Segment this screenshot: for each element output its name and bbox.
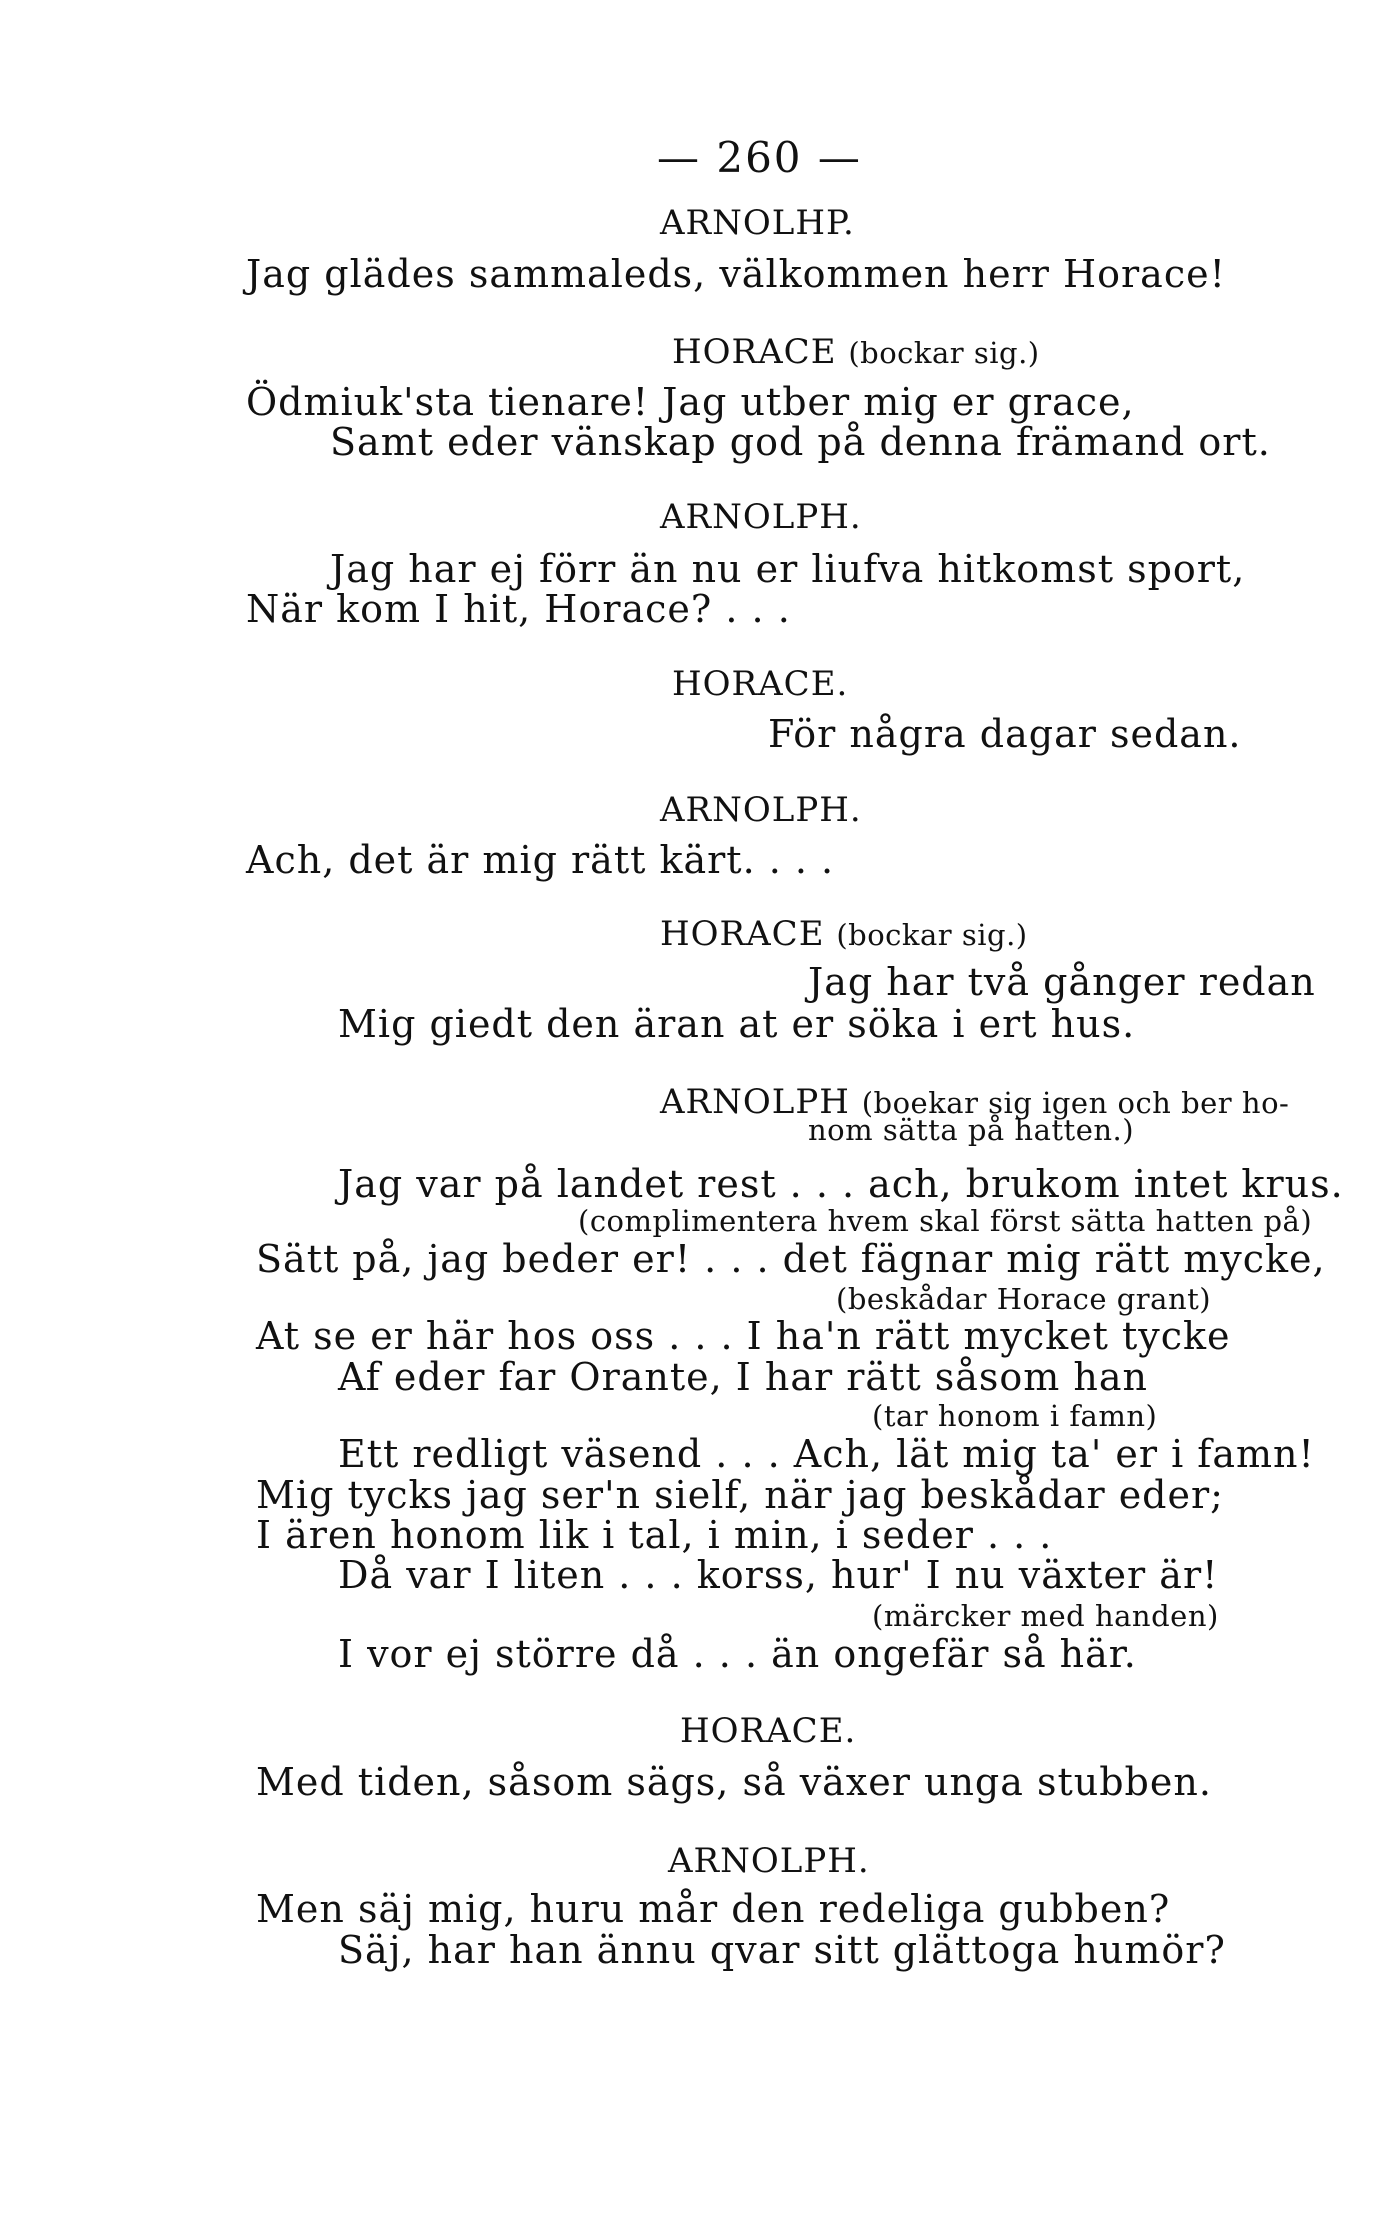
verse-line: At se er här hos oss . . . I ha'n rätt mycket tycke bbox=[256, 1314, 1231, 1358]
verse-line: Af eder far Orante, I har rätt såsom han bbox=[338, 1355, 1148, 1399]
verse-line: Med tiden, såsom sägs, så växer unga stubben. bbox=[256, 1760, 1212, 1804]
verse-line: Jag har ej förr än nu er liufva hitkomst sport, bbox=[330, 547, 1246, 591]
verse-line: Mig giedt den äran at er söka i ert hus. bbox=[338, 1002, 1136, 1046]
speaker-heading bbox=[660, 914, 1028, 954]
speaker-name: HORACE bbox=[672, 332, 837, 372]
verse-line: Jag var på landet rest . . . ach, brukom intet krus. bbox=[338, 1162, 1344, 1206]
verse-line: Mig tycks jag ser'n sielf, när jag beskådar eder; bbox=[256, 1473, 1224, 1517]
verse-line: Säj, har han ännu qvar sitt glättoga humör? bbox=[338, 1928, 1226, 1972]
verse-line: Ett redligt väsend . . . Ach, lät mig ta' er i famn! bbox=[338, 1432, 1315, 1476]
speaker-name: HORACE. bbox=[680, 1711, 857, 1751]
verse-line: Då var I liten . . . korss, hur' I nu växter är! bbox=[338, 1553, 1219, 1597]
stage-direction: (tar honom i famn) bbox=[872, 1399, 1158, 1433]
stage-direction: (boekar sig igen och ber ho- bbox=[861, 1086, 1290, 1120]
verse-line: För några dagar sedan. bbox=[768, 712, 1242, 756]
speaker-name: ARNOLHP. bbox=[660, 203, 855, 243]
verse-line: Ödmiuk'sta tienare! Jag utber mig er grace, bbox=[246, 380, 1135, 424]
speaker-heading bbox=[672, 332, 1040, 372]
verse-line: I ären honom lik i tal, i min, i seder . . . bbox=[256, 1513, 1053, 1557]
page-number: — 260 — bbox=[657, 133, 862, 182]
speaker-name: ARNOLPH bbox=[660, 1082, 850, 1122]
verse-line: Samt eder vänskap god på denna främand ort. bbox=[330, 420, 1271, 464]
verse-line: I vor ej större då . . . än ongefär så här. bbox=[338, 1632, 1137, 1676]
verse-line: Ach, det är mig rätt kärt. . . . bbox=[246, 838, 835, 882]
speaker-name: ARNOLPH. bbox=[668, 1841, 870, 1881]
stage-direction: (beskådar Horace grant) bbox=[836, 1282, 1212, 1316]
speaker-name: ARNOLPH. bbox=[660, 497, 862, 537]
verse-line: Jag glädes sammaleds, välkommen herr Horace! bbox=[246, 252, 1226, 296]
speaker-name: HORACE bbox=[660, 914, 825, 954]
speaker-name: HORACE. bbox=[672, 664, 849, 704]
verse-line: Sätt på, jag beder er! . . . det fägnar mig rätt mycke, bbox=[256, 1237, 1326, 1281]
stage-direction: (bockar sig.) bbox=[848, 336, 1040, 370]
speaker-name: ARNOLPH. bbox=[660, 790, 862, 830]
stage-direction: (complimentera hvem skal först sätta hatten på) bbox=[578, 1204, 1313, 1238]
stage-direction: nom sätta på hatten.) bbox=[808, 1113, 1135, 1147]
verse-line: När kom I hit, Horace? . . . bbox=[246, 587, 791, 631]
stage-direction: (märcker med handen) bbox=[872, 1599, 1219, 1633]
verse-line: Jag har två gånger redan bbox=[808, 960, 1316, 1004]
stage-direction: (bockar sig.) bbox=[836, 918, 1028, 952]
verse-line: Men säj mig, huru mår den redeliga gubben? bbox=[256, 1887, 1171, 1931]
